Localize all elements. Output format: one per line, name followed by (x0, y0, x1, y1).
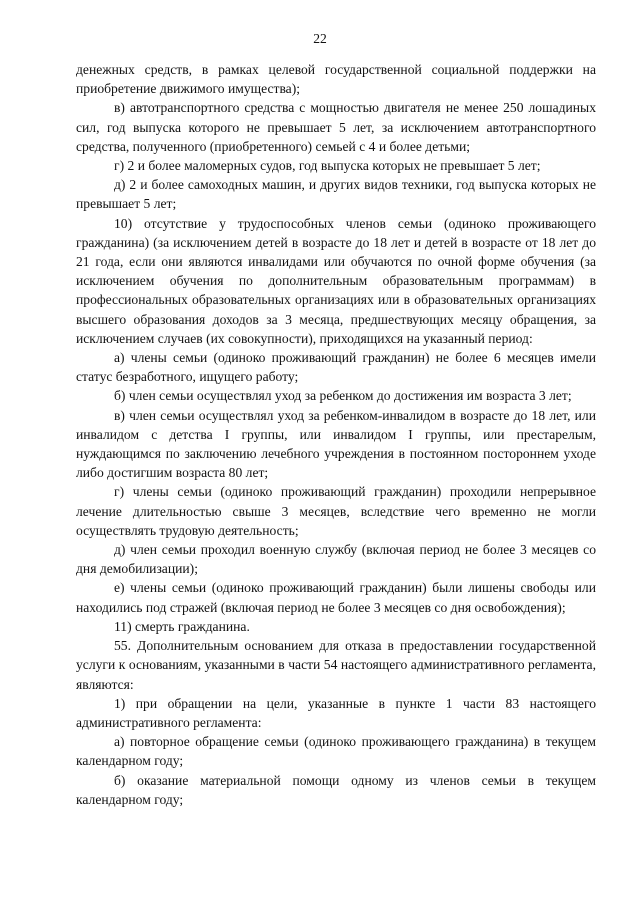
paragraph-item-v-disabled-care: в) член семьи осуществлял уход за ребенком-инвалидом в возрасте до 18 лет, или инвалидом с детства I группы, или инвалидом I группы, или престарелым, нуждающимся по заключению лечебного учреждения в постоянном постороннем уходе либо достигшим возраста 80 лет; (76, 407, 596, 481)
paragraph-point-1: 1) при обращении на цели, указанные в пункте 1 части 83 настоящего административного регламента: (76, 695, 596, 730)
paragraph-item-g-boats: г) 2 и более маломерных судов, год выпуска которых не превышает 5 лет; (114, 158, 541, 174)
paragraph-item-b-childcare: б) член семьи осуществлял уход за ребенком до достижения им возраста 3 лет; (114, 388, 572, 404)
paragraph-point-10: 10) отсутствие у трудоспособных членов семьи (одиноко проживающего гражданина) (за исключением детей в возрасте до 18 лет и детей в возрасте от 18 лет до 21 года, если они являются инвалидами или обучаются по очной форме обучения (за исключением обучения по дополнительным образовательным программам) в профессиональных образовательных организациях или в образовательных организациях высшего образования доходов за 3 месяца, предшествующих месяцу обращения, за исключением случаев (их совокупности), приходящихся на указанный период: (76, 215, 596, 346)
paragraph-item-b-assistance: б) оказание материальной помощи одному из членов семьи в текущем календарном году; (76, 772, 596, 807)
page-number: 22 (313, 31, 327, 46)
paragraph-item-e-detention: е) члены семьи (одиноко проживающий гражданин) были лишены свободы или находились под стражей (включая период не более 3 месяцев со дня освобождения); (76, 580, 596, 615)
paragraph-section-55: 55. Дополнительным основанием для отказа в предоставлении государственной услуги к основаниям, указанными в части 54 настоящего административного регламента, являются: (76, 638, 596, 692)
paragraph-item-g-treatment: г) члены семьи (одиноко проживающий гражданин) проходили непрерывное лечение длительностью свыше 3 месяцев, вследствие чего временно не могли осуществлять трудовую деятельность; (76, 484, 596, 538)
paragraph-item-d-machines: д) 2 и более самоходных машин, и других видов техники, год выпуска которых не превышает 5 лет; (76, 177, 596, 212)
paragraph-item-v-vehicle: в) автотранспортного средства с мощностью двигателя не менее 250 лошадиных сил, год выпуска которого не превышает 5 лет, за исключением автотранспортного средства, полученного (приобретенного) семьей с 4 и более детьми; (76, 100, 596, 154)
paragraph-item-a-repeat: а) повторное обращение семьи (одиноко проживающего гражданина) в текущем календарном году; (76, 734, 596, 769)
paragraph-point-11: 11) смерть гражданина. (114, 618, 250, 634)
paragraph-item-a-unemployed: а) члены семьи (одиноко проживающий гражданин) не более 6 месяцев имели статус безработного, ищущего работу; (76, 350, 596, 385)
paragraph-item-d-military: д) член семьи проходил военную службу (включая период не более 3 месяцев со дня демобилизации); (76, 542, 596, 577)
document-body (76, 60, 596, 809)
paragraph-continuation: денежных средств, в рамках целевой государственной социальной поддержки на приобретение движимого имущества); (76, 62, 596, 97)
